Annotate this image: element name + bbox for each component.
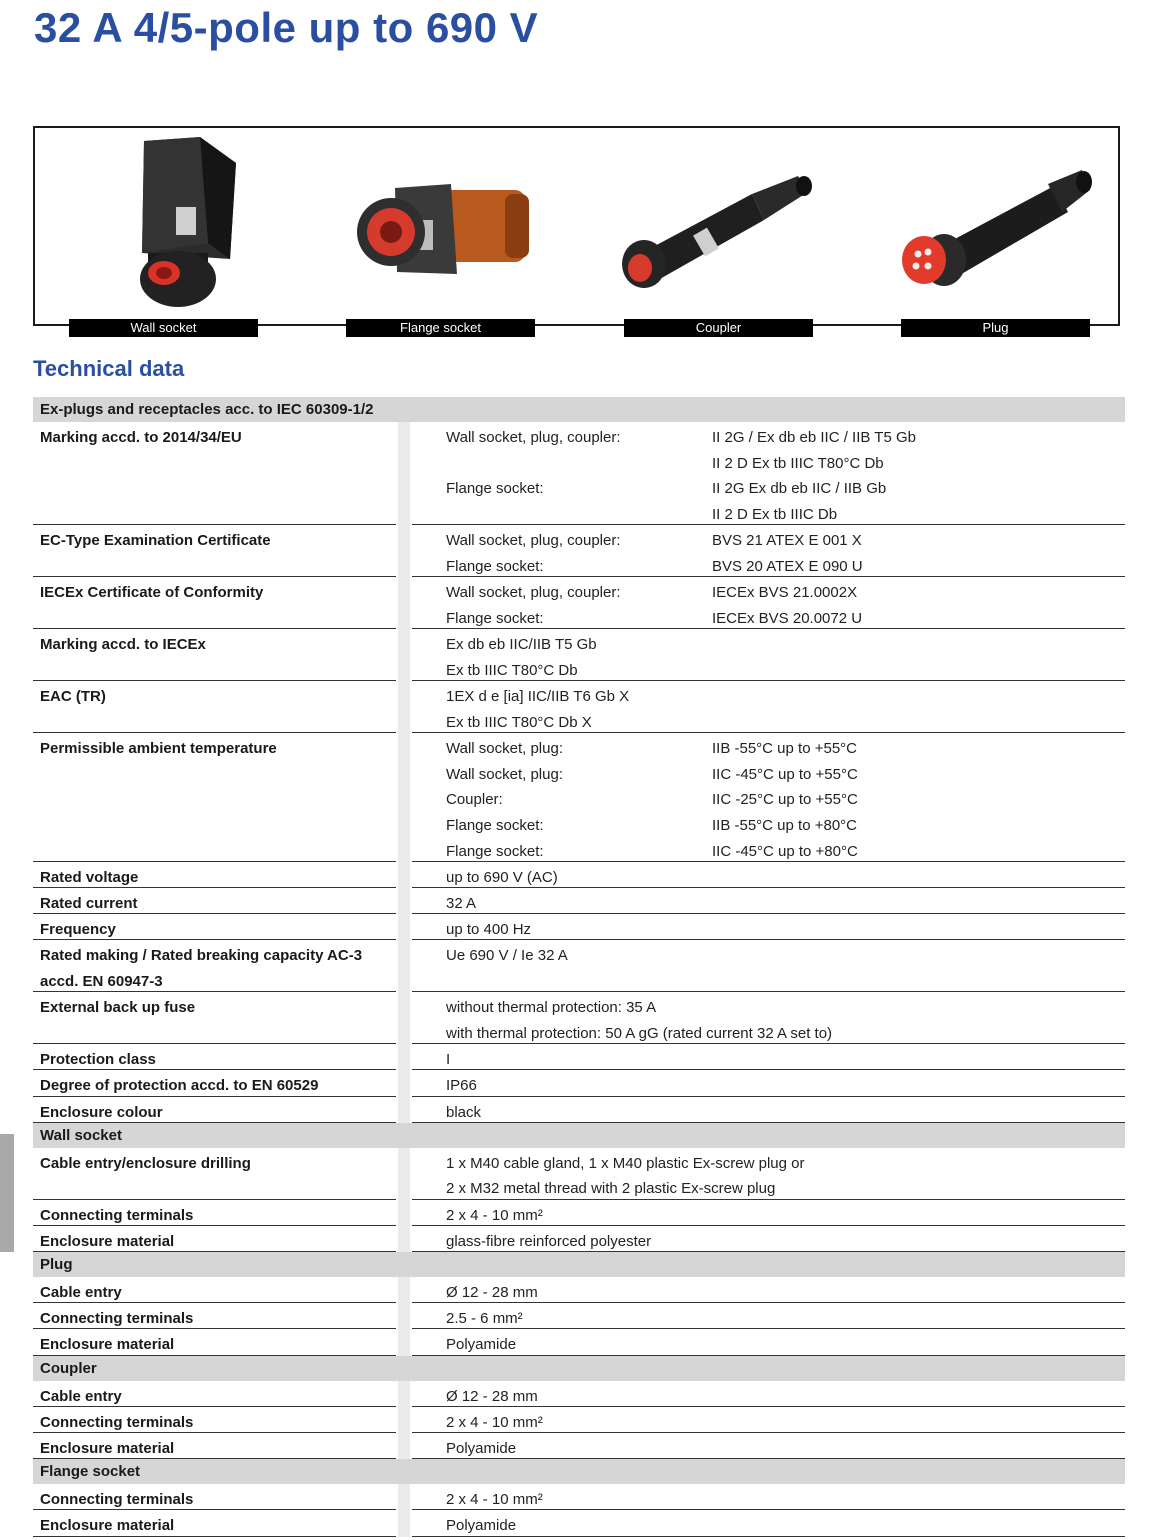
table-row <box>33 1070 1125 1096</box>
value-line: Wall socket, plug: <box>446 765 563 783</box>
row-rule <box>412 1122 1125 1123</box>
row-label-line: Enclosure material <box>40 1439 175 1457</box>
table-row <box>33 1148 1125 1200</box>
value-line: BVS 20 ATEX E 090 U <box>712 558 863 575</box>
table-row <box>33 577 1125 629</box>
table-row <box>33 1407 1125 1433</box>
column-divider <box>398 629 410 681</box>
value-column <box>446 736 563 865</box>
row-label <box>40 1151 395 1177</box>
row-label-line: Enclosure material <box>40 1336 175 1354</box>
table-row <box>33 1303 1125 1329</box>
column-divider <box>398 1044 410 1070</box>
column-divider <box>398 1303 410 1329</box>
row-rule <box>412 1355 1125 1356</box>
row-label-line: Enclosure material <box>40 1517 175 1535</box>
value-column <box>446 1229 651 1255</box>
row-label-line: Enclosure colour <box>40 1103 163 1121</box>
section-header: Wall socket <box>33 1123 1125 1148</box>
value-column <box>446 1436 516 1462</box>
value-line: II 2G / Ex db eb IIC / IIB T5 Gb <box>712 429 916 446</box>
row-label <box>40 528 395 554</box>
row-rule <box>33 1355 396 1356</box>
product-label-flange-socket: Flange socket <box>346 319 535 337</box>
value-line: Wall socket, plug: <box>446 739 563 757</box>
column-divider <box>398 1433 410 1459</box>
table-row <box>33 1433 1125 1459</box>
column-divider <box>398 914 410 940</box>
section-header: Coupler <box>33 1356 1125 1381</box>
row-label <box>40 632 395 658</box>
value-line: Ø 12 - 28 mm <box>446 1387 538 1405</box>
column-divider <box>398 1484 410 1510</box>
row-label-line: Permissible ambient temperature <box>40 739 277 757</box>
section-heading: Technical data <box>33 356 185 381</box>
value-column <box>446 1410 543 1436</box>
value-line <box>446 451 621 477</box>
table-row <box>33 862 1125 888</box>
row-label <box>40 580 395 606</box>
value-column <box>446 865 558 891</box>
value-column <box>446 1280 538 1306</box>
row-label-line: Cable entry <box>40 1284 122 1302</box>
value-column <box>446 1332 516 1358</box>
column-divider <box>398 1381 410 1407</box>
row-label <box>40 995 395 1021</box>
value-line: 2 x 4 - 10 mm² <box>446 1206 543 1224</box>
row-label-line: Connecting terminals <box>40 1206 194 1224</box>
value-line: IIC -25°C up to +55°C <box>712 791 858 809</box>
table-row <box>33 1381 1125 1407</box>
table-row <box>33 1277 1125 1303</box>
table-row <box>33 940 1125 992</box>
value-line: Ex tb IIIC T80°C Db X <box>446 713 592 731</box>
table-row <box>33 525 1125 577</box>
table-row <box>33 422 1125 525</box>
value-column <box>446 995 832 1046</box>
value-column <box>446 580 621 631</box>
row-label-line: Connecting terminals <box>40 1310 194 1328</box>
value-column <box>446 891 476 917</box>
column-divider <box>398 1329 410 1355</box>
table-row <box>33 914 1125 940</box>
table-row <box>33 1484 1125 1510</box>
table-row <box>33 888 1125 914</box>
value-line: Flange socket: <box>446 480 544 498</box>
table-row <box>33 629 1125 681</box>
table-row <box>33 992 1125 1044</box>
value-line: I <box>446 1051 451 1069</box>
row-label-line: Connecting terminals <box>40 1413 194 1431</box>
row-label-line: Enclosure material <box>40 1232 175 1250</box>
value-line: without thermal protection: 35 A <box>446 999 657 1017</box>
value-line: Wall socket, plug, coupler: <box>446 532 621 550</box>
value-line: BVS 21 ATEX E 001 X <box>712 532 862 550</box>
row-label <box>40 425 395 451</box>
value-line: IP66 <box>446 1077 477 1095</box>
side-tab <box>0 1134 14 1252</box>
value-line: Wall socket, plug, coupler: <box>446 429 621 446</box>
value-line: up to 400 Hz <box>446 921 532 939</box>
row-label-line: Frequency <box>40 921 116 939</box>
row-label-line: Rated making / Rated breaking capacity AC-3 <box>40 947 363 965</box>
value-column-secondary <box>712 425 916 528</box>
value-line: up to 690 V (AC) <box>446 868 558 886</box>
row-rule <box>33 1458 396 1459</box>
row-label <box>40 684 395 710</box>
row-label-line: IECEx Certificate of Conformity <box>40 584 264 602</box>
value-column <box>446 425 621 528</box>
table-row <box>33 1329 1125 1355</box>
value-line: 2 x 4 - 10 mm² <box>446 1413 543 1431</box>
column-divider <box>398 1277 410 1303</box>
table-row <box>33 681 1125 733</box>
row-label-line: Protection class <box>40 1051 156 1069</box>
value-line: Polyamide <box>446 1336 517 1354</box>
value-column <box>446 943 568 969</box>
value-column <box>446 1047 450 1073</box>
value-line: 1EX d e [ia] IIC/IIB T6 Gb X <box>446 687 630 705</box>
column-divider <box>398 681 410 733</box>
value-line: IECEx BVS 20.0072 U <box>712 609 863 627</box>
value-column <box>446 1306 523 1332</box>
value-line: Flange socket: <box>446 816 544 834</box>
row-label-line: Cable entry <box>40 1387 122 1405</box>
row-label-line: External back up fuse <box>40 999 196 1017</box>
value-column <box>446 1073 477 1099</box>
row-label-line: Marking accd. to IECEx <box>40 636 206 654</box>
column-divider <box>398 1097 410 1123</box>
value-line: Polyamide <box>446 1439 517 1457</box>
table-row <box>33 1510 1125 1536</box>
value-line: Ue 690 V / Ie 32 A <box>446 947 568 965</box>
column-divider <box>398 1070 410 1096</box>
row-rule <box>33 1251 396 1252</box>
row-rule <box>33 1122 396 1123</box>
section-header: Ex-plugs and receptacles acc. to IEC 60309-1/2 <box>33 397 1125 422</box>
value-line: 2 x M32 metal thread with 2 plastic Ex-screw plug <box>446 1180 776 1198</box>
table-row <box>33 1200 1125 1226</box>
value-line: glass-fibre reinforced polyester <box>446 1232 652 1250</box>
table-row <box>33 1044 1125 1070</box>
column-divider <box>398 1148 410 1200</box>
value-line: IECEx BVS 21.0002X <box>712 584 858 602</box>
column-divider <box>398 992 410 1044</box>
value-line: Coupler: <box>446 791 503 809</box>
row-label-line: Rated voltage <box>40 868 139 886</box>
value-line <box>446 502 621 528</box>
table-row <box>33 1226 1125 1252</box>
row-label-line: Degree of protection accd. to EN 60529 <box>40 1077 319 1095</box>
product-label-coupler: Coupler <box>624 319 813 337</box>
value-line: Flange socket: <box>446 842 544 860</box>
column-divider <box>398 422 410 525</box>
row-label-line: accd. EN 60947-3 <box>40 973 163 991</box>
product-label-plug: Plug <box>901 319 1090 337</box>
row-label-line: EAC (TR) <box>40 687 106 705</box>
column-divider <box>398 940 410 992</box>
value-column <box>446 917 531 943</box>
value-column-secondary <box>712 528 863 579</box>
value-line: with thermal protection: 50 A gG (rated current 32 A set to) <box>446 1025 833 1043</box>
section-header: Flange socket <box>33 1459 1125 1484</box>
value-line: 2 x 4 - 10 mm² <box>446 1491 543 1509</box>
value-column <box>446 1203 543 1229</box>
row-rule <box>33 1536 396 1537</box>
value-line: IIB -55°C up to +55°C <box>712 739 857 757</box>
plug-image <box>898 168 1092 296</box>
page-title: 32 A 4/5-pole up to 690 V <box>34 4 539 51</box>
column-divider <box>398 1510 410 1536</box>
coupler-image <box>622 176 812 292</box>
column-divider <box>398 1407 410 1433</box>
value-line: IIB -55°C up to +80°C <box>712 816 857 834</box>
column-divider <box>398 1200 410 1226</box>
value-line: 32 A <box>446 895 477 913</box>
value-line: Ø 12 - 28 mm <box>446 1284 538 1302</box>
column-divider <box>398 577 410 629</box>
row-label-line: Connecting terminals <box>40 1491 194 1509</box>
row-label <box>40 736 395 762</box>
value-line: 2.5 - 6 mm² <box>446 1310 523 1328</box>
value-column <box>446 1151 805 1202</box>
value-line: IIC -45°C up to +80°C <box>712 842 858 860</box>
value-column <box>446 1384 538 1410</box>
value-line: II 2 D Ex tb IIIC Db <box>712 506 838 524</box>
row-label-line: Marking accd. to 2014/34/EU <box>40 429 242 446</box>
value-line: Flange socket: <box>446 609 544 627</box>
column-divider <box>398 1226 410 1252</box>
value-line: IIC -45°C up to +55°C <box>712 765 858 783</box>
value-line: Flange socket: <box>446 558 544 575</box>
value-line: Ex db eb IIC/IIB T5 Gb <box>446 636 597 654</box>
value-line: black <box>446 1103 482 1121</box>
value-column-secondary <box>712 736 858 865</box>
column-divider <box>398 733 410 862</box>
value-column <box>446 1487 543 1513</box>
value-column <box>446 632 597 683</box>
column-divider <box>398 525 410 577</box>
row-rule <box>412 1458 1125 1459</box>
value-column <box>446 684 629 735</box>
section-header: Plug <box>33 1252 1125 1277</box>
table-row <box>33 1097 1125 1123</box>
wall-socket-image <box>118 133 246 308</box>
value-column <box>446 1513 516 1539</box>
column-divider <box>398 862 410 888</box>
technical-data-table <box>33 397 1125 1537</box>
row-rule <box>412 1536 1125 1537</box>
value-line: II 2 D Ex tb IIIC T80°C Db <box>712 454 884 472</box>
value-line: 1 x M40 cable gland, 1 x M40 plastic Ex-screw plug or <box>446 1154 805 1172</box>
value-column-secondary <box>712 580 862 631</box>
row-label-line: Rated current <box>40 895 138 913</box>
table-row <box>33 733 1125 862</box>
column-divider <box>398 888 410 914</box>
value-line: II 2G Ex db eb IIC / IIB Gb <box>712 480 887 498</box>
value-line: Wall socket, plug, coupler: <box>446 584 621 602</box>
value-column <box>446 528 621 579</box>
row-label-line: EC-Type Examination Certificate <box>40 532 271 550</box>
row-label-line: Cable entry/enclosure drilling <box>40 1154 251 1172</box>
product-label-wall-socket: Wall socket <box>69 319 258 337</box>
flange-socket-image <box>355 180 533 290</box>
value-line: Polyamide <box>446 1517 517 1535</box>
row-label <box>40 943 395 994</box>
value-line: Ex tb IIIC T80°C Db <box>446 661 578 679</box>
value-column <box>446 1100 481 1126</box>
